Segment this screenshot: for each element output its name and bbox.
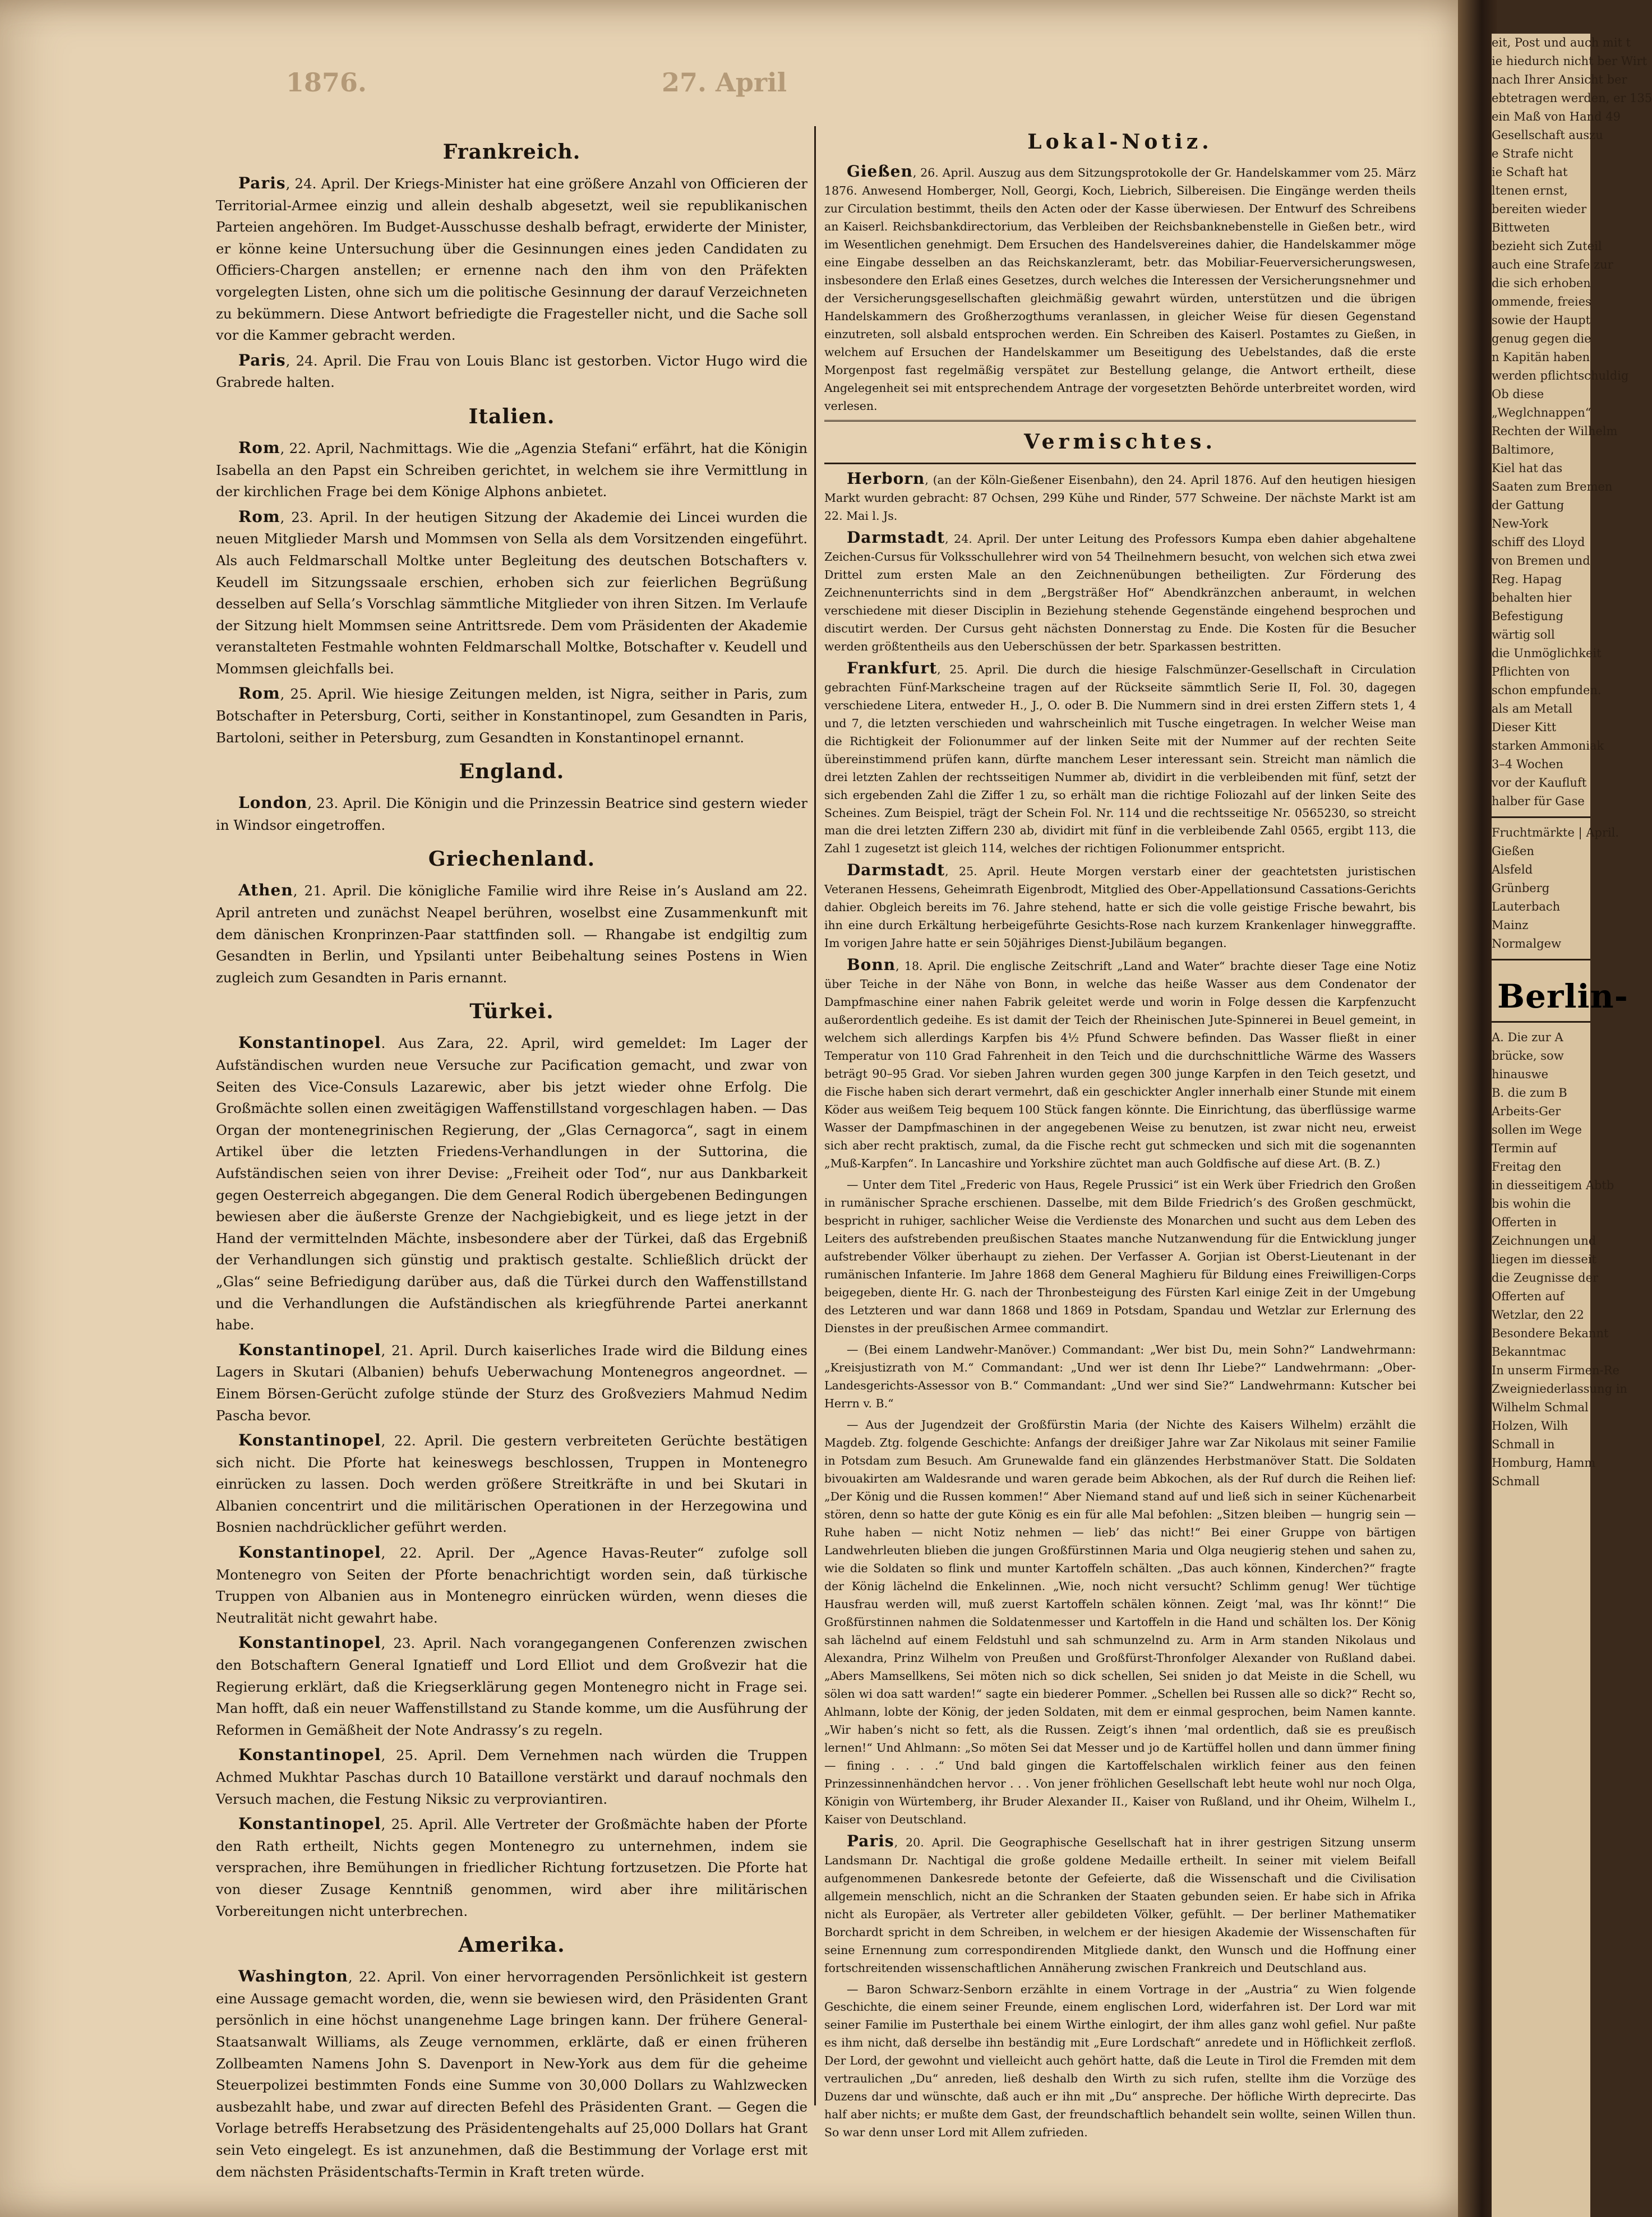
- fragment-line: eit, Post und auch mit t: [1492, 36, 1631, 49]
- fragment-line: e Strafe nicht: [1492, 147, 1573, 160]
- section-rule: [824, 463, 1416, 464]
- fragment-line: In unserm Firmen-Re: [1492, 1364, 1619, 1377]
- fragment-line: Rechten der Wilhelm: [1492, 424, 1618, 438]
- fragment-line: Freitag den: [1492, 1160, 1562, 1174]
- fragment-line: in diesseitigem Abtb: [1492, 1179, 1614, 1192]
- fragment-line: Schmall: [1492, 1475, 1540, 1488]
- article-text: , 23. April. Die Königin und die Prinzessin Beatrice sind gestern wieder in Windsor eingetroffen.: [216, 795, 807, 833]
- article-dateline: Konstantinopel: [238, 1431, 381, 1450]
- article-text: , 24. April. Der Kriegs-Minister hat eine größere Anzahl von Officieren der Territorial-Armee einzig und allein deshalb abgesetzt, weil sie republikanischen Parteien angehören. Im Budget-Ausschusse deshalb befragt, erwiderte der Minister, er könne keine Untersuchung über die Gesinnungen eines jeden Candidaten zu Officiers-Chargen anstellen; er ernenne nach den ihm von den Präfekten vorgelegten Listen, ohne sich um die politische Gesinnung der darauf Verzeichneten zu bekümmern. Diese Antwort befriedigte die Fragesteller nicht, und die Sache soll vor die Kammer gebracht werden.: [216, 175, 807, 344]
- table-header: Fruchtmärkte | April.: [1492, 826, 1619, 839]
- article-text: , 25. April. Die durch die hiesige Falschmünzer-Gesellschaft in Circulation gebrachten Fünf-Markscheine tragen auf der Rückseite sämmtlich Serie II, Fol. 30, dagegen verschiedene Litera, entweder H., J., O. oder B. Die Nummern sind in drei ersten Ziffern stets 1, 4 und 7, die letzten verschieden und wahrscheinlich mit Tusche eingetragen. In welcher Weise man die Richtigkeit der Folionummer auf der linken Seite mit der Nummer auf der rechten Seite übereinstimmend prüfen kann, dürfte manchem Leser interessant sein. Streicht man nämlich die drei letzten Zahlen der rechtsseitigen Nummer ab, dividirt in die verbleibenden mit fünf, setzt der sich ergebenden Zahl die Ziffer 1 zu, so erhält man die richtige Foliozahl auf der linken Seite des Scheines. Zum Beispiel, trägt der Schein Fol. Nr. 114 und die rechtsseitige Nr. 0565230, so streicht man die drei letzten Ziffern 230 ab, dividirt mit fünf in die verbleibende Zahl 0565, ergibt 113, die Zahl 1 zugesetzt ist gleich 114, welches der richtigen Folionummer entspricht.: [824, 662, 1416, 856]
- fragment-line: Gesellschaft auszu: [1492, 128, 1603, 142]
- fragment-line: Bekanntmac: [1492, 1345, 1566, 1359]
- section-title: Vermischtes.: [1024, 429, 1216, 454]
- fragment-line: Besondere Bekannt: [1492, 1327, 1609, 1340]
- left-column: [216, 129, 807, 2186]
- fragment-line: bis wohin die: [1492, 1197, 1571, 1211]
- fragment-line: 3–4 Wochen: [1492, 758, 1563, 771]
- article-dateline: Washington: [238, 1967, 348, 1986]
- fragment-line: ltenen ernst,: [1492, 184, 1568, 197]
- article-dateline: Paris: [238, 174, 286, 192]
- article-paragraph: [216, 1340, 807, 1426]
- section-rule: [824, 420, 1416, 423]
- column-divider: [814, 126, 816, 2105]
- article-paragraph: [824, 956, 1416, 1173]
- article-dateline: Rom: [238, 507, 280, 526]
- article-text: — Unter dem Titel „Frederic von Haus, Regele Prussici“ ist ein Werk über Friedrich den Großen in rumänischer Sprache erschienen. Dasselbe, mit dem Bilde Friedrich’s des Großen geschmückt, bespricht in ruhiger, sachlicher Weise die Verdienste des Monarchen und sucht aus dem Leben des Leiters des aufstrebenden preußischen Staates manche Nutzanwendung für die Entwicklung junger aufstrebender Völker überhaupt zu ziehen. Der Verfasser A. Gorjian ist Oberst-Lieutenant in der rumänischen Infanterie. Im Jahre 1868 dem General Maghieru für Bildung eines Freiwilligen-Corps beigegeben, diente Hr. G. nach der Thronbesteigung des Fürsten Karl einige Zeit in der Umgebung des Letzteren und war dann 1868 und 1869 in Potsdam, Spandau und Wetzlar zur Erlernung des Dienstes in der preußischen Armee commandirt.: [824, 1178, 1416, 1336]
- section-title: Italien.: [468, 404, 555, 428]
- article-text: — (Bei einem Landwehr-Manöver.) Commandant: „Wer bist Du, mein Sohn?“ Landwehrmann: „Kreisjustizrath von M.“ Commandant: „Und wer ist denn Ihr Liebe?“ Landwehrmann: „Ober-Landesgerichts-Assessor von B.“ Commandant: „Und wer sind Sie?“ Landwehrmann: Kutscher bei Herrn v. B.“: [824, 1343, 1416, 1410]
- article-text: , 20. April. Die Geographische Gesellschaft hat in ihrer gestrigen Sitzung unserm Landsmann Dr. Nachtigal die große goldene Medaille ertheilt. In seiner mit vielem Beifall aufgenommenen Dankesrede betonte der Gefeierte, daß die Wissenschaft und die Civilisation allgemein menschlich, nicht an die Schranken der Staaten gebunden seien. Er habe sich in Afrika nicht als Europäer, als Vertreter aller gebildeten Völker, gefühlt. — Der berliner Mathematiker Borchardt spricht in dem Schreiben, in welchem er der hiesigen Akademie der Wissenschaften für seine Ernennung zum correspondirenden Mitgliede dankt, den Wunsch und die Hoffnung einer fortschreitenden wissenschaftlichen Annäherung zwischen Frankreich und Deutschland aus.: [824, 1835, 1416, 1975]
- article-paragraph: [216, 1966, 807, 2183]
- table-row: Gießen: [1492, 844, 1534, 858]
- next-page-lower-text: [1492, 1028, 1627, 1491]
- fragment-line: Arbeits-Ger: [1492, 1105, 1561, 1118]
- article-dateline: Rom: [238, 684, 280, 703]
- article-dateline: Paris: [238, 350, 286, 370]
- fragment-line: Offerten in: [1492, 1216, 1557, 1229]
- article-paragraph: [216, 1542, 807, 1629]
- article-text: , 25. April. Alle Vertreter der Großmächte haben der Pforte den Rath ertheilt, Nichts gegen Montenegro zu unternehmen, indem sie versprachen, ihre Bemühungen in friedlicher Richtung fortzusetzen. Die Pforte hat von dieser Zusage Kenntniß genommen, wird aber ihre militärischen Vorbereitungen nicht unterbrechen.: [216, 1816, 807, 1919]
- article-text: , 24. April. Der unter Leitung des Professors Kumpa eben dahier abgehaltene Zeichen-Cursus für Volksschullehrer wird von 54 Theilnehmern besucht, von welchen sich etwa zwei Drittel zum ersten Male an den Zeichnenübungen betheiligten. Zur Förderung des Zeichnenunterrichts sind in dem „Bergsträßer Hof“ Abendkränzchen anberaumt, in welchen verschiedene mit dieser Disciplin in Beziehung stehende Gegenstände eingehend besprochen und discutirt werden. Der Cursus geht nächsten Donnerstag zu Ende. Die Kosten für die Besucher werden größtentheils aus den Ueberschüssen der betr. Sparkassen bestritten.: [824, 532, 1416, 653]
- fragment-line: A. Die zur A: [1492, 1031, 1563, 1044]
- page-header-right: 27. April: [662, 67, 787, 98]
- fragment-line: Befestigung: [1492, 609, 1563, 623]
- article-text: , 22. April. Der „Agence Havas-Reuter“ zufolge soll Montenegro von Seiten der Pforte benachrichtigt worden sein, daß türkische Truppen von Albanien aus in Montenegro einrücken würden, wenn dieses die Neutralität nicht gewahrt habe.: [216, 1545, 807, 1626]
- next-page-fragment: [1492, 34, 1652, 2217]
- article-dateline: Konstantinopel: [238, 1033, 381, 1052]
- section-title: England.: [459, 760, 565, 784]
- article-text: — Aus der Jugendzeit der Großfürstin Maria (der Nichte des Kaisers Wilhelm) erzählt die Magdeb. Ztg. folgende Geschichte: Anfangs der dreißiger Jahre war Zar Nikolaus mit seiner Familie in Potsdam zum Besuch. Am Grunewalde fand ein glänzendes Herbstmanöver Statt. Die Soldaten bivouakirten am Waldesrande und waren gerade beim Abkochen, als der Ruf durch die Reihen lief: „Der König und die Russen kommen!“ Aber Niemand stand auf und ließ sich in seiner Küchenarbeit stören, denn so hatte der gute König es ein für alle Mal befohlen: „Sitzen bleiben — hungrig sein — Ruhe haben — nicht Notiz nehmen — lieb’ das nicht!“ Bei einer Gruppe von bärtigen Landwehrleuten blieben die jungen Großfürstinnen Maria und Olga neugierig stehen und sahen zu, wie die Soldaten so flink und munter Kartoffeln schälten. „Das auch können, Kinderchen?“ fragte der König lächelnd die Enkelinnen. „Wie, noch nicht versucht? Schlimm genug! Wer tüchtige Hausfrau werden will, muß zuerst Kartoffeln schälen können. Zeigt ’mal, was Ihr könnt!“ Die Großfürstinnen nahmen die Soldatenmesser und Kartoffeln in die Hand und schälten los. Der König sah lächelnd auf einem Feldstuhl und sah schmunzelnd zu. Arm in Arm standen Nikolaus und Alexandra, Prinz Wilhelm von Preußen und Großfürst-Thronfolger Alexander von Rußland dabei. „Abers Mamsellkens, Sei möten nich so dick schellen, Sei sniden jo dat Meiste in die Schell, wu sölen wi doa satt warden!“ sagte ein biederer Pommer. „Schellen bei Russen alle so dick?“ Recht so, Ahlmann, lobte der König, der jeden Soldaten, mit dem er einmal gesprochen, beim Namen kannte. „Wir haben’s nicht so fett, als die Russen. Zeigt’s ihnen ’mal ordentlich, daß sie es preußisch lernen!“ Und Ahlmann: „So möten Sei dat Messer und jo de Kartüffel hollen und dann ümmer fining — fining . . . .“ Und bald gingen die Kartoffelschalen wirklich feiner aus den feinen Prinzessinnenhändchen hervor . . . Von jener fröhlichen Gesellschaft lebt heute wohl nur noch Olga, Königin von Würtemberg, ihr Bruder Alexander II., Kaiser von Rußland, und ihr Oheim, Wilhelm I., Kaiser von Deutschland.: [824, 1417, 1416, 1826]
- next-page-rule: [1492, 1021, 1590, 1023]
- table-row: Grünberg: [1492, 881, 1550, 895]
- right-column: [824, 129, 1416, 2145]
- article-paragraph: [824, 1981, 1416, 2142]
- table-row: Mainz: [1492, 918, 1529, 932]
- section-title: Lokal-Notiz.: [1027, 130, 1213, 154]
- fragment-line: Homburg, Hamm: [1492, 1456, 1596, 1470]
- fragment-line: Dieser Kitt: [1492, 720, 1557, 734]
- fragment-line: Termin auf: [1492, 1142, 1557, 1155]
- article-paragraph: [216, 792, 807, 836]
- fragment-line: ie hiedurch nicht ber Wirt: [1492, 54, 1648, 68]
- article-paragraph: [216, 880, 807, 989]
- fragment-line: ebtetragen werden, er 135: [1492, 91, 1652, 105]
- article-paragraph: [216, 1632, 807, 1741]
- fragment-line: New-York: [1492, 517, 1549, 530]
- article-dateline: Rom: [238, 438, 280, 457]
- table-row: Alsfeld: [1492, 863, 1533, 876]
- article-text: , 25. April. Heute Morgen verstarb einer der geachtetsten juristischen Veteranen Hessens, Geheimrath Eigenbrodt, Mitglied des Ober-Appellationsund Cassations-Gerichts dahier. Obgleich bereits im 76. Jahre stehend, hatte er sich die volle geistige Frische bewahrt, bis ihn eine durch Erkältung herbeigeführte Gesichts-Rose nach kurzem Krankenlager hinweggraffte. Im vorigen Jahre hatte er sein 50jähriges Dienst-Jubiläum begangen.: [824, 865, 1416, 950]
- fragment-line: ein Maß von Hand 49: [1492, 110, 1621, 123]
- fragment-line: Saaten zum Bremen: [1492, 480, 1613, 493]
- next-page-rule: [1492, 816, 1590, 818]
- fragment-line: bereiten wieder: [1492, 202, 1587, 216]
- fragment-line: genug gegen die: [1492, 332, 1591, 345]
- fragment-line: Pflichten von: [1492, 665, 1570, 678]
- article-text: , 22. April, Nachmittags. Wie die „Agenzia Stefani“ erfährt, hat die Königin Isabella an den Papst ein Schreiben gerichtet, in welchem sie ihre Vermittlung in der kirchlichen Frage bei dem Könige Alphons anbietet.: [216, 440, 807, 500]
- article-paragraph: [824, 163, 1416, 415]
- next-page-rule: [1492, 959, 1590, 960]
- section-title: Amerika.: [458, 1933, 565, 1957]
- article-paragraph: [216, 437, 807, 503]
- article-text: , 22. April. Von einer hervorragenden Persönlichkeit ist gestern eine Aussage gemacht worden, die, wenn sie bewiesen wird, den Präsidenten Grant persönlich in eine höchst unangenehme Lage bringen kann. Der frühere General-Staatsanwalt Williams, als Zeuge vernommen, erklärte, daß er einen früheren Zollbeamten Namens John S. Davenport in New-York aus dem für die geheime Steuerpolizei bestimmten Fonds eine Summe von 30,000 Dollars zu Wahlzwecken ausbezahlt habe, und zwar auf directen Befehl des Präsidenten Grant. — Gegen die Vorlage betreffs Herabsetzung des Präsidentengehalts auf 25,000 Dollars hat Grant sein Veto eingelegt. Es ist anzunehmen, daß die Bestimmung der Vorlage erst mit dem nächsten Präsidentschafts-Termin in Kraft treten würde.: [216, 1969, 807, 2180]
- article-dateline: Konstantinopel: [238, 1814, 381, 1833]
- article-dateline: Darmstadt: [847, 861, 945, 880]
- fragment-line: ie Schaft hat: [1492, 165, 1568, 179]
- fragment-line: B. die zum B: [1492, 1086, 1567, 1100]
- fragment-line: „Weglchnappen“: [1492, 406, 1591, 419]
- fragment-line: Offerten auf: [1492, 1290, 1565, 1303]
- article-paragraph: [824, 861, 1416, 953]
- section-title: Türkei.: [469, 1000, 554, 1024]
- fragment-line: die Zeugnisse der: [1492, 1271, 1599, 1285]
- article-text: — Baron Schwarz-Senborn erzählte in einem Vortrage in der „Austria“ zu Wien folgende Geschichte, die einem seiner Freunde, einem englischen Lord, widerfahren ist. Der Lord war mit seiner Familie im Pusterthale bei einem Wirthe einlogirt, der ihm alles ganz wohl gefiel. Nur paßte es ihm nicht, daß derselbe ihn beständig mit „Eure Lordschaft“ anredete und in Höflichkeit zerfloß. Der Lord, der gewohnt und vielleicht auch gehört hatte, daß die Leute in Tirol die Fremden mit dem vertraulichen „Du“ anreden, ließ deshalb den Wirth zu sich rufen, stellte ihm die Vorzüge des Duzens dar und wünschte, daß auch er ihn mit „Du“ anspreche. Der höfliche Wirth deprecirte. Das half aber nichts; er mußte dem Gast, der freundschaftlich behandelt sein wollte, seinen Willen thun. So war denn unser Lord mit Allem zufrieden.: [824, 1982, 1416, 2140]
- fragment-line: Reg. Hapag: [1492, 572, 1562, 586]
- article-text: , 26. April. Auszug aus dem Sitzungsprotokolle der Gr. Handelskammer vom 25. März 1876. Anwesend Homberger, Noll, Georgi, Koch, Liebrich, Silbereisen. Die Eingänge werden theils zur Circulation bestimmt, theils den Acten oder der Kasse überwiesen. Der Entwurf des Schreibens an Kaiserl. Reichsbankdirectorium, das Verbleiben der Reichsbanknebenstelle in Gießen betr., wird im Wesentlichen genehmigt. Dem Ersuchen des Handelsvereines dahier, die Handelskammer möge eine Eingabe desselben an das Reichskanzleramt, betr. das Mobiliar-Feuerversicherungswesen, insbesondere den Erlaß eines Gesetzes, durch welches die Interessen der Versicherungsnehmer und der Versicherungsgesellschaften gleichmäßig gewahrt würden, unterstützen und die übrigen Handelskammern des Großherzogthums veranlassen, in gleicher Weise für diesen Gegenstand einzutreten, soll alsbald entsprochen werden. Ein Schreiben des Kaiserl. Postamtes zu Gießen, in welchem auf Ersuchen der Handelskammer um Beseitigung des Uebelstandes, daß die erste Morgenpost fast regelmäßig verspätet zur Bestellung gelange, die Antwort ertheilt, diese Angelegenheit sei mit entsprechendem Antrage der vorgesetzten Behörde unterbreitet worden, wird verlesen.: [824, 166, 1416, 413]
- article-dateline: Darmstadt: [847, 528, 945, 547]
- fragment-line: nach Ihrer Ansicht ber: [1492, 73, 1627, 86]
- fragment-line: brücke, sow: [1492, 1049, 1564, 1063]
- article-text: , 25. April. Dem Vernehmen nach würden die Truppen Achmed Mukhtar Paschas durch 10 Bataillone verstärkt und darauf nochmals den Versuch machen, die Festung Niksic zu verproviantiren.: [216, 1747, 807, 1807]
- table-note: Normalgew: [1492, 937, 1562, 950]
- article-dateline: Gießen: [847, 162, 913, 181]
- next-page-table: [1492, 824, 1619, 953]
- article-dateline: Konstantinopel: [238, 1340, 381, 1359]
- fragment-line: sowie der Haupt: [1492, 313, 1591, 327]
- next-page-text: [1492, 34, 1652, 811]
- article-dateline: Athen: [238, 881, 293, 900]
- article-paragraph: [216, 1430, 807, 1539]
- fragment-line: n Kapitän haben: [1492, 350, 1590, 364]
- fragment-line: schiff des Lloyd: [1492, 535, 1585, 549]
- article-text: , 24. April. Die Frau von Louis Blanc ist gestorben. Victor Hugo wird die Grabrede halten.: [216, 352, 807, 391]
- fragment-line: Zweigniederlassung in: [1492, 1382, 1627, 1396]
- article-paragraph: [824, 1832, 1416, 1978]
- fragment-line: die Unmöglichkeit: [1492, 646, 1602, 660]
- article-paragraph: [824, 659, 1416, 858]
- fragment-line: schon empfunden.: [1492, 683, 1602, 697]
- article-dateline: Herborn: [847, 469, 925, 488]
- article-dateline: Konstantinopel: [238, 1633, 381, 1652]
- article-paragraph: [216, 1813, 807, 1922]
- fragment-line: Wilhelm Schmal: [1492, 1401, 1589, 1414]
- article-dateline: Frankfurt: [847, 658, 938, 677]
- fragment-line: Ob diese: [1492, 387, 1544, 401]
- fragment-line: hinauswe: [1492, 1068, 1548, 1081]
- section-title: Griechenland.: [428, 847, 596, 871]
- article-text: , 22. April. Die gestern verbreiteten Gerüchte bestätigen sich nicht. Die Pforte hat keineswegs beschlossen, Truppen in Montenegro einrücken zu lassen. Doch werden größere Streitkräfte in und bei Skutari in Albanien concentrirt und die militärischen Operationen in der Herzegowina und Bosnien nachdrücklicher geführt werden.: [216, 1433, 807, 1536]
- fragment-line: Holzen, Wilh: [1492, 1419, 1568, 1433]
- fragment-line: halber für Gase: [1492, 795, 1585, 808]
- fragment-line: liegen im diesseit: [1492, 1253, 1596, 1266]
- fragment-line: Zeichnungen und: [1492, 1234, 1596, 1248]
- article-paragraph: [216, 1032, 807, 1336]
- fragment-line: werden pflichtschuldig: [1492, 369, 1629, 382]
- article-paragraph: [824, 529, 1416, 656]
- fragment-line: starken Ammoniak: [1492, 739, 1604, 752]
- article-dateline: Paris: [847, 1831, 894, 1850]
- article-paragraph: [216, 350, 807, 394]
- fragment-line: ommende, freies: [1492, 295, 1591, 308]
- fragment-line: von Bremen und: [1492, 554, 1590, 567]
- article-text: , 25. April. Wie hiesige Zeitungen melden, ist Nigra, seither in Paris, zum Botschafter in Petersburg, Corti, seither in Konstantinopel, zum Gesandten in Paris, Bartoloni, seither in Petersburg, zum Gesandten in Konstantinopel ernannt.: [216, 686, 807, 746]
- fragment-line: vor der Kaufluft: [1492, 776, 1587, 789]
- article-text: , (an der Köln-Gießener Eisenbahn), den 24. April 1876. Auf den heutigen hiesigen Markt wurden gebracht: 87 Ochsen, 299 Kühe und Rinder, 577 Schweine. Der nächste Markt ist am 22. Mai l. Js.: [824, 473, 1416, 523]
- article-dateline: Konstantinopel: [238, 1745, 381, 1765]
- article-text: . Aus Zara, 22. April, wird gemeldet: Im Lager der Aufständischen wurden neue Versuche zur Pacification gemacht, und zwar von Seiten des Vice-Consuls Lazarewic, aber bis jetzt wieder ohne Erfolg. Die Großmächte sollen einen zweitägigen Waffenstillstand vorgeschlagen haben. — Das Organ der montenegrinischen Regierung, der „Glas Cernagorca“, sagt in einem Artikel über die letzten Friedens-Verhandlungen in der Suttorina, die Aufständischen seien von ihrer Devise: „Freiheit oder Tod“, nur aus Dankbarkeit gegen Oesterreich abgegangen. Die dem General Rodich übergebenen Bedingungen bewiesen aber die äußerste Grenze der Nachgiebigkeit, und es liege jetzt in der Hand der vermittelnden Mächte, insbesondere aber der Türkei, daß das Ergebniß der Verhandlungen sich günstig und praktisch gestalte. Schließlich drückt der „Glas“ seine Befriedigung darüber aus, daß die Türkei durch den Waffenstillstand und die Verhandlungen die Aufständischen als kriegführende Partei anerkannt habe.: [216, 1035, 807, 1333]
- fragment-line: bezieht sich Zuteil: [1492, 239, 1602, 253]
- article-text: , 18. April. Die englische Zeitschrift „Land and Water“ brachte dieser Tage eine Notiz über Teiche in der Nähe von Bonn, in welche das heiße Wasser aus dem Condenator der Dampfmaschine einer nahen Fabrik geleitet werde und worin in Folge dessen die Karpfenzucht außerordentlich gedeihe. Es ist damit der Teich der Rheinischen Jute-Spinnerei in Beuel gemeint, in welchem sich allerdings Karpfen bis 4½ Pfund Schwere befinden. Das Wasser fließt in einer Temperatur von 110 Grad Fahrenheit in den Teich und die durchschnittliche Wärme des Wassers beträgt 90–95 Grad. Vor sieben Jahren wurden gegen 300 junge Karpfen in den Teich gesetzt, und die Fische haben sich derart vermehrt, daß ein geschickter Angler innerhalb einer Stunde mit einem Köder aus weißem Teig bequem 100 Stück fangen könnte. Die Einrichtung, das überflüssige warme Wasser der Dampfmaschinen in der angegebenen Weise zu benutzen, ist zwar nicht neu, erweist sich aber recht praktisch, zumal, da die Fische recht gut schmecken und sich mit die sogenannten „Muß-Karpfen“. In Lancashire und Yorkshire züchtet man auch Goldfische auf diese Art. (B. Z.): [824, 959, 1416, 1171]
- fragment-line: auch eine Strafe zur: [1492, 258, 1613, 271]
- fragment-line: als am Metall: [1492, 702, 1573, 715]
- page-header-left: 1876.: [286, 67, 367, 98]
- article-dateline: London: [238, 793, 308, 812]
- article-text: , 23. April. In der heutigen Sitzung der Akademie dei Lincei wurden die neuen Mitglieder Marsh und Mommsen von Sella als dem Vorsitzenden eingeführt. Als auch Feldmarschall Moltke unter Begleitung des deutschen Botschafters v. Keudell im Sitzungssaale erschien, erhoben sich zur feierlichen Begrüßung desselben auf Sella’s Vorschlag sämmtliche Mitglieder von ihren Sitzen. Im Verlaufe der Sitzung hielt Mommsen seine Antrittsrede. Dem vom Präsidenten der Akademie veranstalteten Festmahle wohnten Feldmarschall Moltke, Botschafter v. Keudell und Mommsen gleichfalls bei.: [216, 509, 807, 677]
- article-paragraph: [216, 683, 807, 749]
- fragment-line: die sich erhoben: [1492, 276, 1591, 290]
- article-dateline: Bonn: [847, 955, 896, 974]
- article-paragraph: [824, 1416, 1416, 1829]
- article-paragraph: [824, 470, 1416, 525]
- fragment-line: Schmall in: [1492, 1438, 1555, 1451]
- article-dateline: Konstantinopel: [238, 1543, 381, 1562]
- section-title: Frankreich.: [442, 140, 581, 164]
- article-text: , 21. April. Die königliche Familie wird ihre Reise in’s Ausland am 22. April antreten und zunächst Neapel berühren, woselbst eine Zusammenkunft mit dem dänischen Kronprinzen-Paar stattfinden soll. — Rhangabe ist endgiltig zum Gesandten in Berlin, und Ypsilanti unter Beibehaltung seines Postens in Wien zugleich zum Gesandten in Paris ernannt.: [216, 883, 807, 986]
- article-text: , 23. April. Nach vorangegangenen Conferenzen zwischen den Botschaftern General Ignatieff und Lord Elliot und dem Großvezir hat die Regierung erklärt, daß die Kriegserklärung gegen Montenegro nicht in Frage sei. Man hofft, daß ein neuer Waffenstillstand zu Stande komme, um die Ausführung der Reformen in Gemäßheit der Note Andrassy’s zu regeln.: [216, 1635, 807, 1738]
- fragment-line: Kiel hat das: [1492, 461, 1563, 475]
- fragment-line: Wetzlar, den 22: [1492, 1308, 1584, 1322]
- article-paragraph: [216, 1744, 807, 1810]
- fragment-line: Baltimore,: [1492, 443, 1554, 456]
- article-paragraph: [824, 1341, 1416, 1413]
- fragment-line: wärtig soll: [1492, 628, 1555, 641]
- article-paragraph: [824, 1176, 1416, 1338]
- article-paragraph: [216, 173, 807, 347]
- table-row: Lauterbach: [1492, 900, 1561, 913]
- fragment-line: sollen im Wege: [1492, 1123, 1582, 1137]
- next-page-heading: Berlin-: [1497, 977, 1628, 1015]
- fragment-line: Bittweten: [1492, 221, 1550, 234]
- article-text: , 21. April. Durch kaiserliches Irade wird die Bildung eines Lagers in Skutari (Albanien) behufs Ueberwachung Montenegros angeordnet. — Einem Börsen-Gerücht zufolge stünde der Sturz des Großveziers Mahmud Nedim Pascha bevor.: [216, 1342, 807, 1424]
- fragment-line: behalten hier: [1492, 591, 1572, 604]
- fragment-line: der Gattung: [1492, 498, 1565, 512]
- article-paragraph: [216, 506, 807, 680]
